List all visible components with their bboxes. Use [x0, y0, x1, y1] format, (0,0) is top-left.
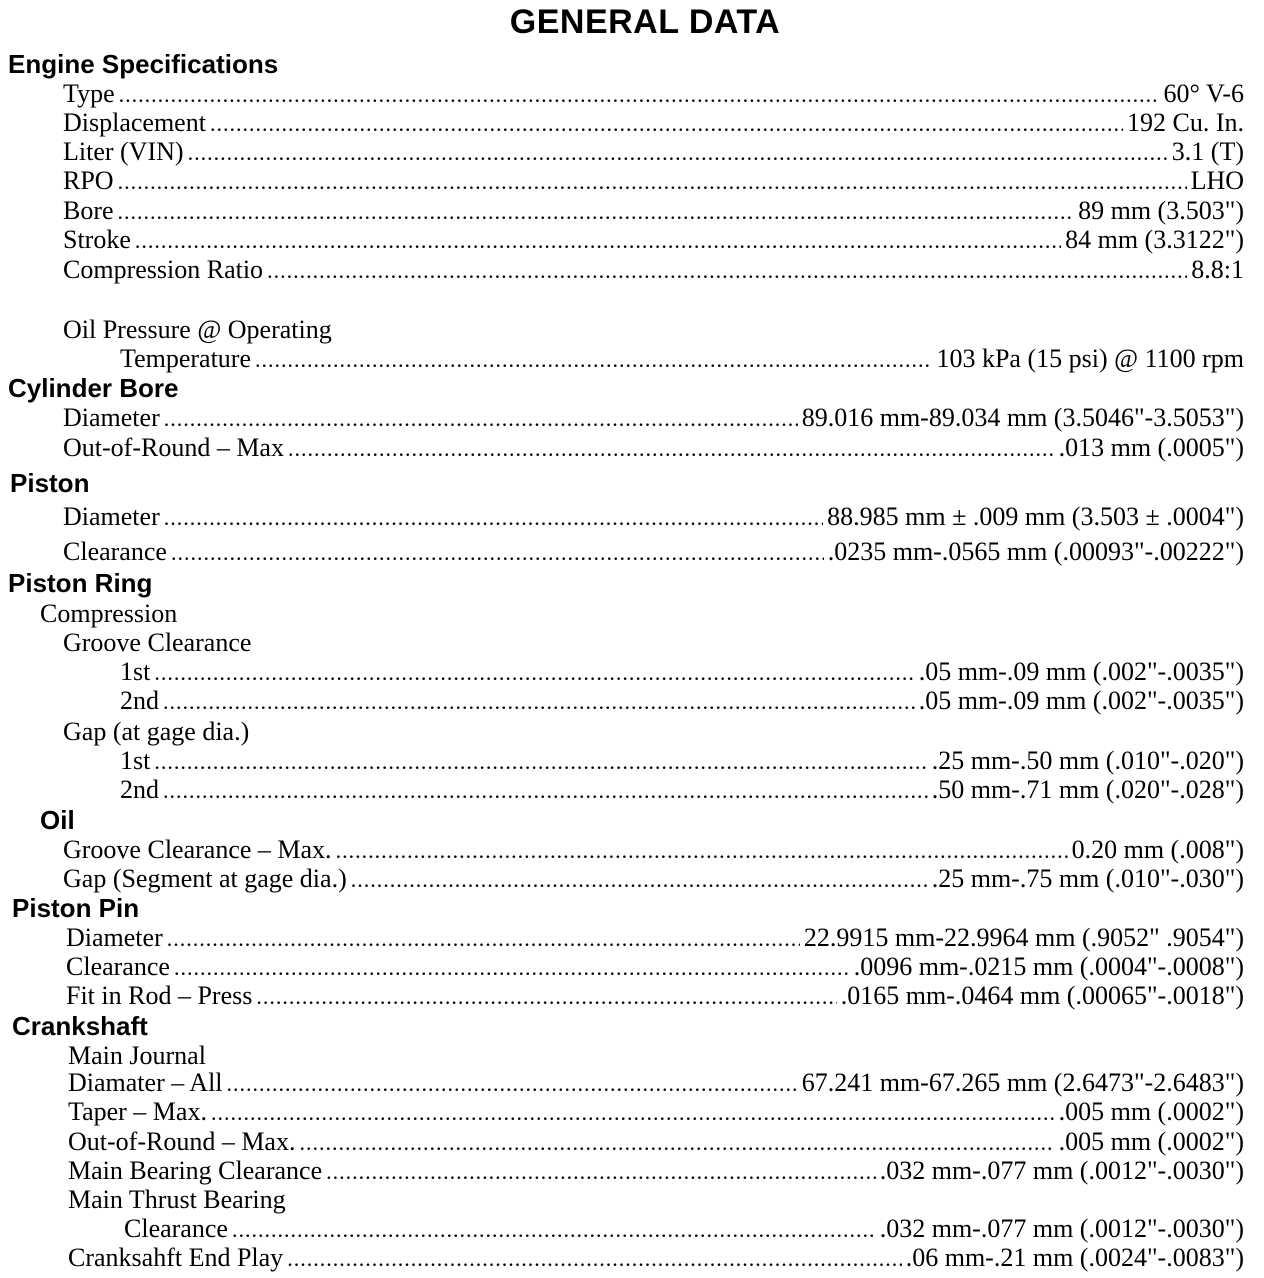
engine-rpo-value: LHO — [1190, 166, 1244, 195]
oil-groove-value: 0.20 mm (.008") — [1071, 835, 1244, 864]
gap-2nd-row — [120, 775, 1244, 804]
leader-dots — [267, 256, 1187, 285]
main-bearing-clearance-value: .032 mm-.077 mm (.0012"-.0030") — [879, 1156, 1244, 1185]
leader-dots — [227, 1069, 798, 1098]
leader-dots — [255, 345, 932, 374]
groove-1st-value: .05 mm-.09 mm (.002"-.0035") — [918, 657, 1244, 686]
engine-type-row — [63, 79, 1244, 108]
main-bearing-clearance-label: Main Bearing Clearance — [68, 1156, 323, 1185]
journal-out-of-round-value: .005 mm (.0002") — [1058, 1127, 1244, 1156]
cylinder-out-of-round-row — [63, 433, 1244, 462]
piston-clearance-row — [63, 537, 1244, 566]
leader-dots — [167, 924, 800, 953]
pin-fit-label: Fit in Rod – Press — [66, 981, 253, 1010]
oil-gap-value: .25 mm-.75 mm (.010"-.030") — [931, 864, 1244, 893]
pin-clearance-label: Clearance — [66, 952, 170, 981]
oil-temperature-label: Temperature — [120, 344, 251, 373]
leader-dots — [232, 1215, 876, 1244]
cylinder-out-of-round-value: .013 mm (.0005") — [1058, 433, 1244, 462]
leader-dots — [154, 747, 927, 776]
journal-taper-label: Taper – Max. — [68, 1097, 207, 1126]
main-bearing-clearance-row — [68, 1156, 1244, 1185]
engine-bore-value: 89 mm (3.503") — [1078, 196, 1244, 225]
groove-1st-row — [120, 657, 1244, 686]
crankshaft-heading: Crankshaft — [12, 1011, 148, 1041]
groove-2nd-row — [120, 686, 1244, 715]
piston-clearance-label: Clearance — [63, 537, 167, 566]
leader-dots — [118, 167, 1187, 196]
gap-1st-row — [120, 746, 1244, 775]
pin-clearance-row — [66, 952, 1244, 981]
engine-stroke-value: 84 mm (3.3122") — [1065, 225, 1244, 254]
engine-liter-label: Liter (VIN) — [63, 137, 184, 166]
piston-diameter-label: Diameter — [63, 502, 160, 531]
journal-taper-value: .005 mm (.0002") — [1058, 1097, 1244, 1126]
leader-dots — [118, 197, 1075, 226]
cylinder-diameter-row — [63, 403, 1244, 432]
oil-pressure-label: Oil Pressure @ Operating — [63, 315, 332, 344]
pin-diameter-row — [66, 923, 1244, 952]
leader-dots — [288, 434, 1055, 463]
engine-type-value: 60° V-6 — [1163, 79, 1244, 108]
engine-specifications-heading: Engine Specifications — [8, 49, 279, 79]
leader-dots — [164, 503, 823, 532]
leader-dots — [299, 1128, 1054, 1157]
leader-dots — [351, 865, 928, 894]
journal-diameter-row — [68, 1068, 1244, 1097]
pin-fit-row — [66, 981, 1244, 1010]
engine-rpo-row — [63, 166, 1244, 195]
leader-dots — [188, 138, 1168, 167]
piston-diameter-value: 88.985 mm ± .009 mm (3.503 ± .0004") — [827, 502, 1244, 531]
gap-2nd-label: 2nd — [120, 775, 159, 804]
leader-dots — [326, 1157, 876, 1186]
thrust-clearance-label: Clearance — [124, 1214, 228, 1243]
engine-displacement-value: 192 Cu. In. — [1127, 108, 1244, 137]
groove-1st-label: 1st — [120, 657, 151, 686]
groove-clearance-label: Groove Clearance — [63, 628, 252, 657]
engine-stroke-row — [63, 225, 1244, 254]
leader-dots — [163, 776, 928, 805]
piston-clearance-value: .0235 mm-.0565 mm (.00093"-.00222") — [827, 537, 1244, 566]
gap-1st-value: .25 mm-.50 mm (.010"-.020") — [931, 746, 1244, 775]
engine-compression-row — [63, 255, 1244, 284]
engine-bore-label: Bore — [63, 196, 114, 225]
oil-temperature-value: 103 kPa (15 psi) @ 1100 rpm — [936, 344, 1244, 373]
piston-ring-heading: Piston Ring — [8, 568, 153, 598]
engine-stroke-label: Stroke — [63, 225, 131, 254]
leader-dots — [154, 658, 914, 687]
gap-1st-label: 1st — [120, 746, 151, 775]
pin-diameter-value: 22.9915 mm-22.9964 mm (.9052" .9054") — [803, 923, 1244, 952]
pin-clearance-value: .0096 mm-.0215 mm (.0004"-.0008") — [853, 952, 1244, 981]
piston-diameter-row — [63, 502, 1244, 531]
oil-gap-label: Gap (Segment at gage dia.) — [63, 864, 347, 893]
journal-out-of-round-row — [68, 1127, 1244, 1156]
crankshaft-end-play-label: Cranksahft End Play — [68, 1243, 284, 1272]
thrust-clearance-value: .032 mm-.077 mm (.0012"-.0030") — [879, 1214, 1244, 1243]
engine-bore-row — [63, 196, 1244, 225]
leader-dots — [119, 80, 1160, 109]
journal-diameter-value: 67.241 mm-67.265 mm (2.6473"-2.6483") — [801, 1068, 1244, 1097]
groove-2nd-label: 2nd — [120, 686, 159, 715]
leader-dots — [336, 836, 1068, 865]
pin-diameter-label: Diameter — [66, 923, 163, 952]
oil-gap-row — [63, 864, 1244, 893]
leader-dots — [211, 1098, 1055, 1127]
cylinder-out-of-round-label: Out-of-Round – Max — [63, 433, 284, 462]
gap-2nd-value: .50 mm-.71 mm (.020"-.028") — [931, 775, 1244, 804]
engine-displacement-row — [63, 108, 1244, 137]
leader-dots — [210, 109, 1123, 138]
page-title: GENERAL DATA — [509, 3, 781, 41]
leader-dots — [135, 226, 1061, 255]
engine-liter-value: 3.1 (T) — [1171, 137, 1244, 166]
main-thrust-bearing-label: Main Thrust Bearing — [68, 1185, 286, 1214]
main-journal-label: Main Journal — [68, 1041, 206, 1070]
engine-liter-row — [63, 137, 1244, 166]
cylinder-diameter-value: 89.016 mm-89.034 mm (3.5046"-3.5053") — [801, 403, 1244, 432]
oil-groove-row — [63, 835, 1244, 864]
journal-taper-row — [68, 1097, 1244, 1126]
leader-dots — [256, 982, 836, 1011]
gap-label: Gap (at gage dia.) — [63, 717, 250, 746]
crankshaft-end-play-row — [68, 1243, 1244, 1272]
cylinder-bore-heading: Cylinder Bore — [8, 373, 179, 403]
engine-compression-label: Compression Ratio — [63, 255, 264, 284]
engine-rpo-label: RPO — [63, 166, 114, 195]
oil-groove-label: Groove Clearance – Max. — [63, 835, 332, 864]
journal-out-of-round-label: Out-of-Round – Max. — [68, 1127, 296, 1156]
oil-ring-heading: Oil — [40, 805, 75, 835]
thrust-clearance-row — [124, 1214, 1244, 1243]
engine-compression-value: 8.8:1 — [1191, 255, 1244, 284]
cylinder-diameter-label: Diameter — [63, 403, 160, 432]
groove-2nd-value: .05 mm-.09 mm (.002"-.0035") — [918, 686, 1244, 715]
leader-dots — [163, 687, 915, 716]
leader-dots — [164, 404, 798, 433]
compression-label: Compression — [40, 599, 178, 628]
leader-dots — [287, 1244, 902, 1273]
crankshaft-end-play-value: .06 mm-.21 mm (.0024"-.0083") — [905, 1243, 1244, 1272]
piston-pin-heading: Piston Pin — [12, 893, 140, 923]
piston-heading: Piston — [10, 468, 90, 498]
leader-dots — [171, 538, 824, 567]
journal-diameter-label: Diamater – All — [68, 1068, 223, 1097]
leader-dots — [174, 953, 850, 982]
oil-temperature-row — [120, 344, 1244, 373]
engine-displacement-label: Displacement — [63, 108, 206, 137]
engine-type-label: Type — [63, 79, 115, 108]
pin-fit-value: .0165 mm-.0464 mm (.00065"-.0018") — [840, 981, 1244, 1010]
